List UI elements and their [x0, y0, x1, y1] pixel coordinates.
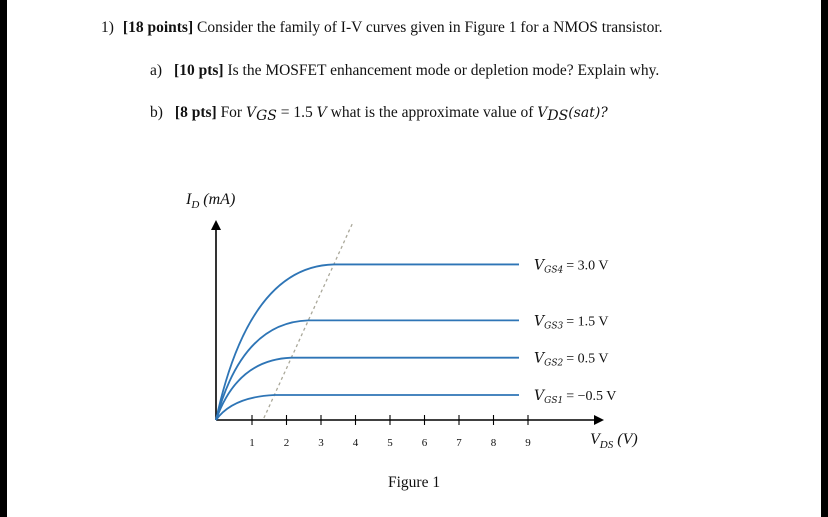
curve-label-symbol: V — [534, 257, 545, 274]
part-a-label: a) — [150, 62, 163, 79]
vgs-unit: V — [316, 105, 327, 121]
curve-label-subscript: GS1 — [544, 396, 564, 406]
x-tick-label: 3 — [318, 437, 324, 449]
curve-label-value: = 1.5 V — [566, 314, 609, 330]
x-axis-label-symbol: V — [590, 431, 600, 448]
x-axis-label-subscript: DS — [599, 439, 614, 451]
curve-label-value: = 0.5 V — [566, 351, 609, 367]
part-a-text: Is the MOSFET enhancement mode or depletion mode? Explain why. — [227, 62, 660, 79]
x-tick-label: 5 — [387, 437, 393, 449]
y-axis-label-symbol: I — [186, 191, 192, 208]
curve-label — [534, 257, 608, 275]
x-axis-label-unit: (V) — [613, 431, 638, 448]
y-axis-arrow — [211, 220, 221, 230]
iv-curve — [216, 358, 519, 420]
x-tick-label: 7 — [456, 437, 462, 449]
curve-label-symbol: V — [534, 350, 545, 367]
y-axis-label-unit: (mA) — [199, 191, 236, 208]
part-a-points: [10 pts] — [174, 62, 224, 79]
vgs-subscript: GS — [256, 108, 277, 124]
curve-label — [534, 351, 608, 369]
x-tick-label: 8 — [490, 437, 497, 449]
x-tick-label: 2 — [283, 437, 290, 449]
x-tick-label: 6 — [421, 437, 428, 449]
x-axis-label — [590, 431, 638, 451]
question-points: [18 points] — [122, 19, 194, 36]
part-b-label: b) — [150, 104, 163, 121]
curve-label-value: = 3.0 V — [566, 258, 609, 274]
curve-label-subscript: GS4 — [544, 265, 564, 276]
part-b-text-before: For — [220, 104, 243, 121]
question-text: Consider the family of I-V curves given in Figure 1 for a NMOS transistor. — [197, 19, 663, 36]
iv-curve — [216, 320, 519, 420]
curve-label-subscript: GS3 — [544, 321, 564, 332]
y-axis-label — [185, 191, 235, 211]
question-number: 1) — [101, 19, 114, 36]
vgs-symbol: V — [245, 105, 257, 121]
x-tick-label: 9 — [525, 437, 531, 449]
figure-caption: Figure 1 — [388, 474, 441, 491]
x-axis-arrow — [594, 415, 604, 425]
curve-label-value: = −0.5 V — [566, 389, 617, 404]
part-b-points: [8 pts] — [174, 104, 217, 121]
y-axis-label-subscript: D — [191, 199, 200, 211]
part-b-text-after: what is the approximate value of — [330, 104, 534, 121]
curve-label-symbol: V — [534, 388, 545, 404]
curve-label — [534, 388, 616, 406]
curve-label-symbol: V — [534, 313, 545, 330]
vgs-value: = 1.5 — [280, 104, 313, 121]
vds-symbol: V — [537, 105, 548, 121]
x-tick-label: 1 — [249, 437, 255, 449]
vds-sat: (sat)? — [568, 105, 608, 121]
iv-curve — [216, 395, 519, 420]
curve-label — [534, 313, 608, 331]
x-tick-label: 4 — [352, 437, 359, 449]
curve-label-subscript: GS2 — [544, 358, 564, 369]
vds-subscript: DS — [547, 108, 569, 124]
